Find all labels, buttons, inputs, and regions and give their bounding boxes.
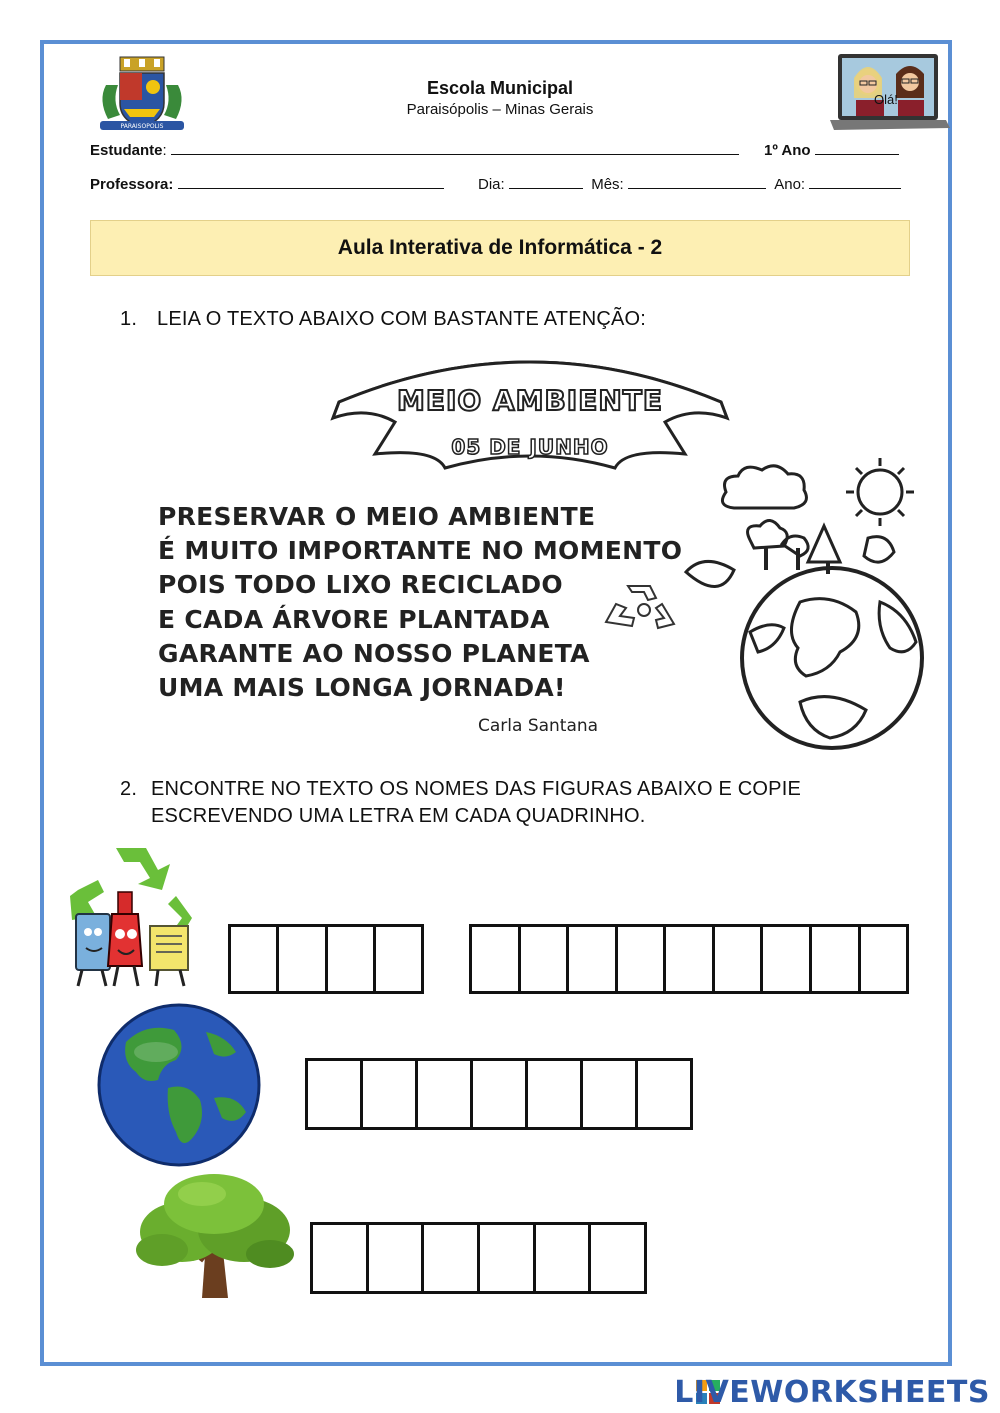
- poem-line-3: POIS TODO LIXO RECICLADO: [158, 570, 563, 599]
- letter-box[interactable]: [861, 927, 907, 991]
- school-city: Paraisópolis – Minas Gerais: [406, 101, 594, 118]
- grade-row: [764, 140, 899, 159]
- letter-box[interactable]: [363, 1061, 418, 1127]
- poem-line-2: É MUITO IMPORTANTE NO MOMENTO: [158, 536, 683, 565]
- question-2-number: 2.: [120, 778, 138, 800]
- lesson-title: Aula Interativa de Informática - 2: [90, 220, 910, 276]
- recycling-characters-icon: [58, 840, 204, 990]
- letter-box[interactable]: [480, 1225, 536, 1291]
- letter-box[interactable]: [418, 1061, 473, 1127]
- earth-lineart-icon: [680, 452, 942, 752]
- letter-box[interactable]: [369, 1225, 425, 1291]
- teacher-field[interactable]: [178, 174, 444, 189]
- letter-box[interactable]: [473, 1061, 528, 1127]
- poem-line-4: E CADA ÁRVORE PLANTADA: [158, 605, 550, 634]
- month-label: Mês:: [591, 176, 624, 193]
- year-field[interactable]: [809, 174, 901, 189]
- letter-box[interactable]: [528, 1061, 583, 1127]
- month-field[interactable]: [628, 174, 766, 189]
- letter-box[interactable]: [424, 1225, 480, 1291]
- coat-of-arms-icon: [92, 55, 192, 135]
- answer-boxes-recycle-word-1: [228, 924, 424, 994]
- letter-box[interactable]: [618, 927, 667, 991]
- student-label: Estudante: [90, 142, 163, 159]
- letter-box[interactable]: [521, 927, 570, 991]
- year-label: Ano:: [774, 176, 806, 193]
- letter-box[interactable]: [812, 927, 861, 991]
- letter-box[interactable]: [583, 1061, 638, 1127]
- grade-field[interactable]: [815, 140, 899, 155]
- letter-box[interactable]: [666, 927, 715, 991]
- recycle-outline-icon: [598, 578, 690, 636]
- student-row: Estudante:: [90, 140, 739, 159]
- letter-box[interactable]: [308, 1061, 363, 1127]
- greeting-bubble: Olá!: [874, 92, 898, 107]
- letter-box[interactable]: [328, 927, 376, 991]
- poem-line-6: UMA MAIS LONGA JORNADA!: [158, 673, 566, 702]
- school-name: Escola Municipal: [426, 78, 574, 98]
- liveworksheets-brand[interactable]: LIVEWORKSHEETS: [674, 1375, 990, 1410]
- student-name-field[interactable]: [171, 140, 739, 155]
- letter-box[interactable]: [376, 927, 421, 991]
- poem-author: Carla Santana: [478, 716, 599, 736]
- letter-box[interactable]: [472, 927, 521, 991]
- tree-icon: [132, 1172, 298, 1302]
- answer-boxes-planet: [305, 1058, 693, 1130]
- letter-box[interactable]: [569, 927, 618, 991]
- letter-box[interactable]: [763, 927, 812, 991]
- letter-box[interactable]: [279, 927, 327, 991]
- question-2-line-1: ENCONTRE NO TEXTO OS NOMES DAS FIGURAS ABAIXO E COPIE: [151, 778, 801, 800]
- poem-line-1: PRESERVAR O MEIO AMBIENTE: [158, 502, 596, 531]
- letter-box[interactable]: [313, 1225, 369, 1291]
- question-2-line-2: ESCREVENDO UMA LETRA EM CADA QUADRINHO.: [151, 805, 646, 827]
- svg-text:PARAISOPOLIS: PARAISOPOLIS: [120, 123, 164, 130]
- globe-icon: [96, 1002, 262, 1168]
- teacher-row: [90, 174, 444, 193]
- answer-boxes-tree: [310, 1222, 647, 1294]
- letter-box[interactable]: [231, 927, 279, 991]
- letter-box[interactable]: [715, 927, 764, 991]
- banner-title: MEIO AMBIENTE: [396, 384, 664, 417]
- question-1-text: LEIA O TEXTO ABAIXO COM BASTANTE ATENÇÃO:: [157, 308, 647, 330]
- letter-box[interactable]: [536, 1225, 592, 1291]
- date-row: [478, 174, 901, 193]
- letter-box[interactable]: [591, 1225, 644, 1291]
- banner-date: 05 DE JUNHO: [451, 435, 609, 459]
- teacher-label: Professora:: [90, 176, 174, 193]
- grade-label: 1º Ano: [764, 142, 811, 159]
- poem-line-5: GARANTE AO NOSSO PLANETA: [158, 639, 590, 668]
- day-label: Dia:: [478, 176, 505, 193]
- question-1-number: 1.: [120, 308, 138, 330]
- day-field[interactable]: [509, 174, 583, 189]
- letter-box[interactable]: [638, 1061, 690, 1127]
- answer-boxes-recycle-word-2: [469, 924, 909, 994]
